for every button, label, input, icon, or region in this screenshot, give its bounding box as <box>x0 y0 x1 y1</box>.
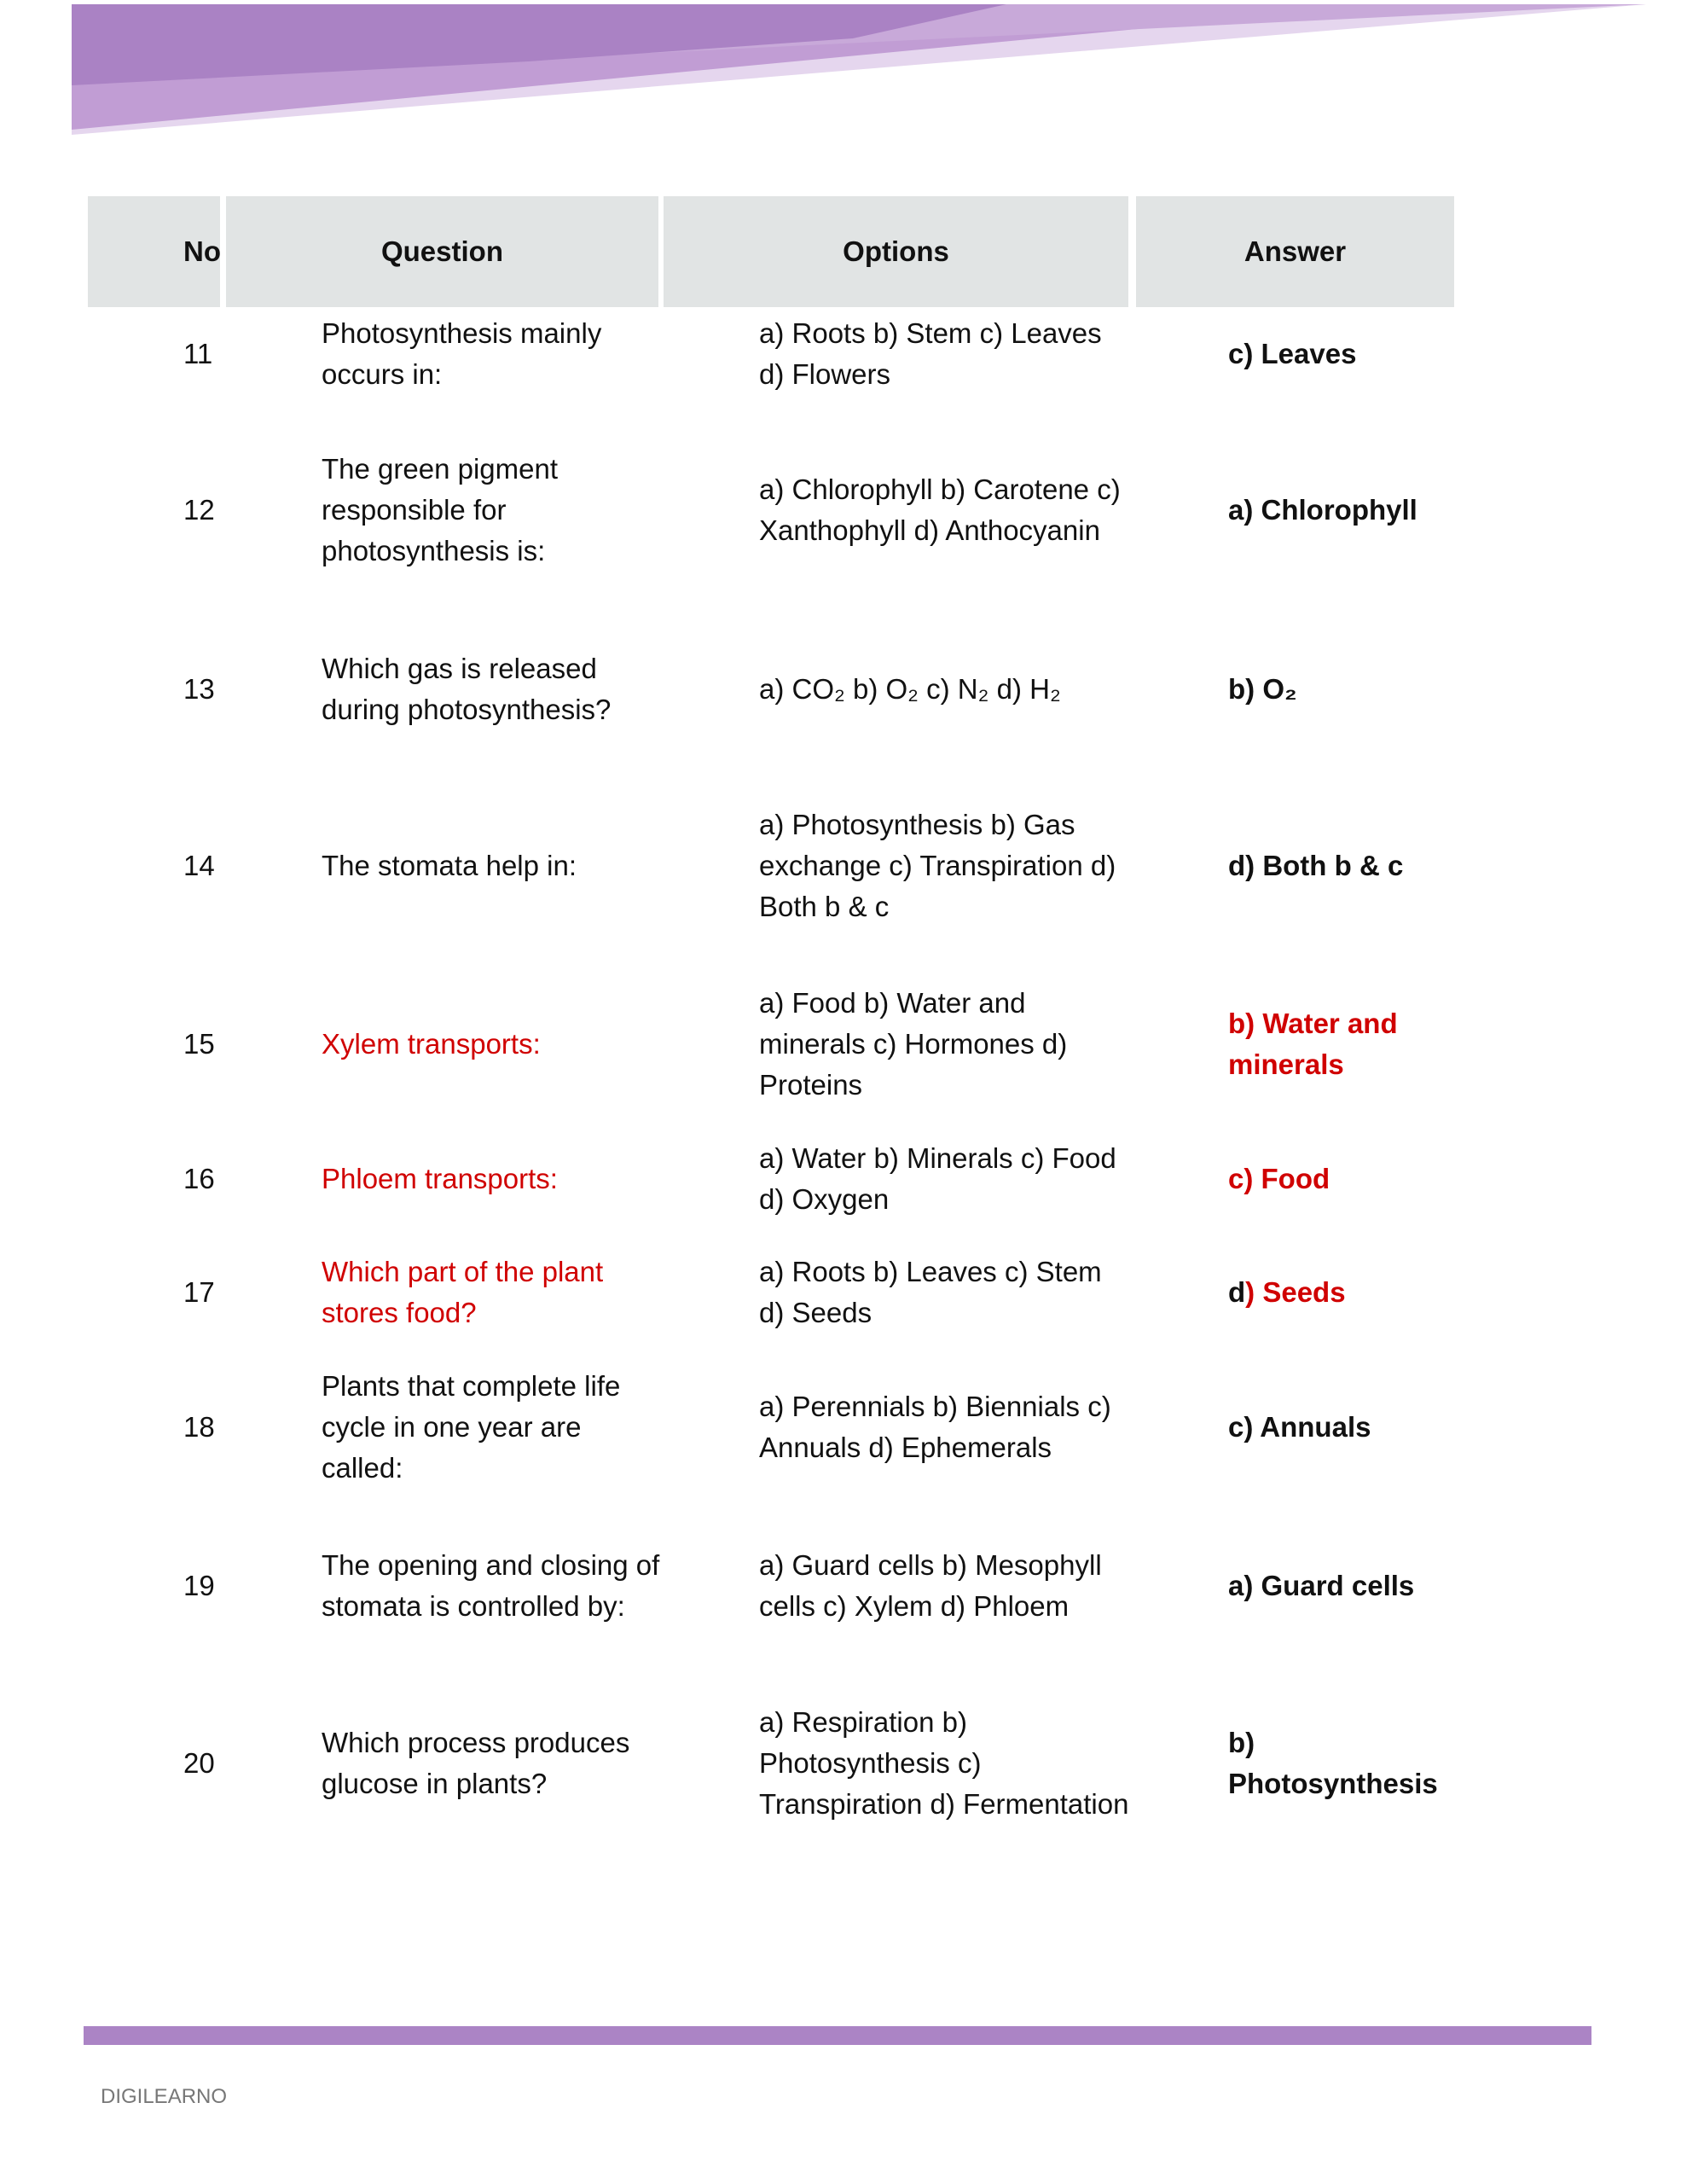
question-text: Xylem transports: <box>322 1028 541 1060</box>
table-row <box>0 781 1687 951</box>
table-row <box>0 1501 1687 1671</box>
header-no-label: No <box>183 235 221 267</box>
answer-text: a) Guard cells <box>1228 1570 1415 1601</box>
options-text: a) Water b) Minerals c) Food d) Oxygen <box>759 1142 1116 1215</box>
answer-text: a) Chlorophyll <box>1228 494 1417 526</box>
question-text: The green pigment responsible for photosynthesis is: <box>322 453 559 566</box>
row-number: 13 <box>183 673 215 705</box>
options-text: a) Roots b) Leaves c) Stem d) Seeds <box>759 1256 1102 1328</box>
row-number: 12 <box>183 494 215 526</box>
header-banner-decoration <box>0 0 1687 145</box>
options-text: a) Guard cells b) Mesophyll cells c) Xylem d) Phloem <box>759 1549 1102 1622</box>
row-number: 14 <box>183 850 215 881</box>
question-text: Which gas is released during photosynthesis? <box>322 653 612 725</box>
header-answer-label: Answer <box>1244 235 1347 267</box>
row-number: 16 <box>183 1163 215 1194</box>
row-number: 18 <box>183 1411 215 1443</box>
table-row <box>0 604 1687 775</box>
table-row <box>0 1342 1687 1513</box>
table-row <box>0 425 1687 595</box>
options-text: a) Perennials b) Biennials c) Annuals d) Ephemerals <box>759 1391 1111 1463</box>
question-text: The opening and closing of stomata is controlled by: <box>322 1549 660 1622</box>
answer-cell <box>1228 1722 1450 1804</box>
answer-cell <box>1228 1003 1450 1085</box>
answer-text: b) Photosynthesis <box>1228 1727 1438 1799</box>
answer-text: ) Seeds <box>1245 1276 1346 1308</box>
answer-cell <box>1228 334 1450 375</box>
options-text: a) Roots b) Stem c) Leaves d) Flowers <box>759 317 1102 390</box>
answer-text: b) O₂ <box>1228 673 1297 705</box>
table-row <box>0 1678 1687 1849</box>
options-text: a) Photosynthesis b) Gas exchange c) Transpiration d) Both b & c <box>759 809 1116 922</box>
answer-text: b) Water and minerals <box>1228 1008 1398 1080</box>
question-text: Which process produces glucose in plants? <box>322 1727 630 1799</box>
row-number: 19 <box>183 1570 215 1601</box>
options-text: a) Respiration b) Photosynthesis c) Transpiration d) Fermentation <box>759 1706 1129 1820</box>
options-text: a) Food b) Water and minerals c) Hormones d) Proteins <box>759 987 1068 1101</box>
answer-cell <box>1228 1272 1450 1313</box>
footer-accent-bar <box>84 2026 1591 2045</box>
answer-text: d) Both b & c <box>1228 850 1404 881</box>
answer-prefix: d <box>1228 1276 1246 1308</box>
answer-cell <box>1228 669 1450 710</box>
answer-cell <box>1228 1407 1450 1448</box>
header-options-label: Options <box>843 235 949 267</box>
answer-text: c) Leaves <box>1228 338 1357 369</box>
row-number: 17 <box>183 1276 215 1308</box>
footer-brand-text: DIGILEARNO <box>101 2085 228 2108</box>
table-row <box>0 269 1687 439</box>
header-question-label: Question <box>380 235 503 267</box>
answer-text: c) Annuals <box>1228 1411 1371 1443</box>
answer-cell <box>1228 1565 1450 1606</box>
answer-cell <box>1228 490 1450 531</box>
question-text: Plants that complete life cycle in one year are called: <box>322 1370 621 1484</box>
options-text: a) Chlorophyll b) Carotene c) Xanthophyll d) Anthocyanin <box>759 473 1121 546</box>
question-text: Photosynthesis mainly occurs in: <box>322 317 602 390</box>
question-text: Phloem transports: <box>322 1163 558 1194</box>
answer-cell <box>1228 1159 1450 1199</box>
answer-text: c) Food <box>1228 1163 1330 1194</box>
answer-cell <box>1228 845 1450 886</box>
question-text: Which part of the plant stores food? <box>322 1256 604 1328</box>
options-text: a) CO₂ b) O₂ c) N₂ d) H₂ <box>759 673 1061 705</box>
row-number: 11 <box>183 338 213 369</box>
row-number: 20 <box>183 1747 215 1779</box>
row-number: 15 <box>183 1028 215 1060</box>
question-text: The stomata help in: <box>322 850 577 881</box>
